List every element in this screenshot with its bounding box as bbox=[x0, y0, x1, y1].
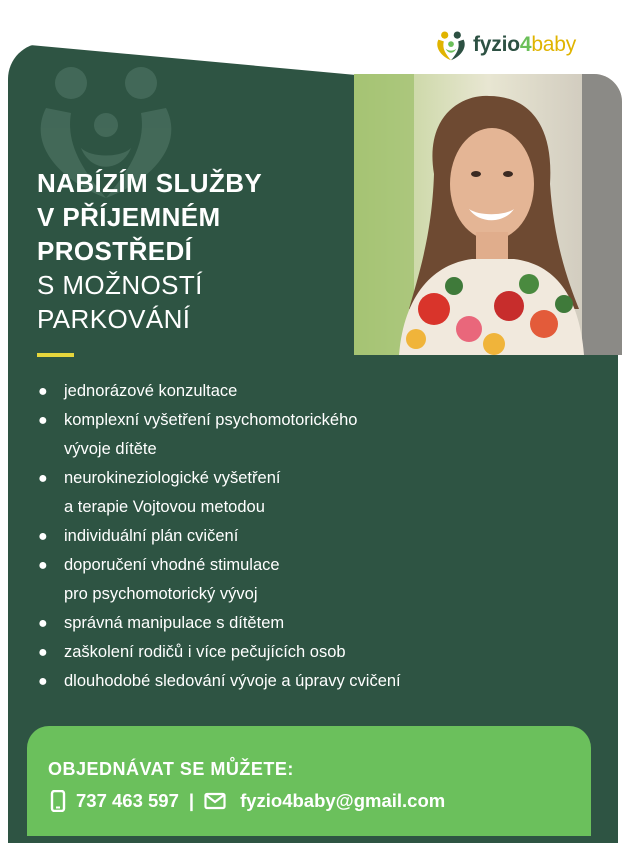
logo-text-baby: baby bbox=[531, 33, 577, 56]
bullet-icon: ● bbox=[38, 673, 48, 690]
list-item-text: neurokineziologické vyšetření bbox=[64, 469, 281, 487]
logo-text-4: 4 bbox=[519, 33, 532, 56]
bullet-icon: ● bbox=[38, 557, 48, 574]
bullet-icon: ● bbox=[38, 644, 48, 661]
contact-separator: | bbox=[188, 790, 195, 811]
bullet-icon: ● bbox=[38, 615, 48, 632]
headline-line-3: PROSTŘEDÍ bbox=[37, 236, 193, 266]
list-item bbox=[37, 522, 597, 551]
list-item bbox=[37, 464, 597, 522]
bullet-icon: ● bbox=[38, 528, 48, 545]
bullet-icon: ● bbox=[38, 383, 48, 400]
headline bbox=[37, 166, 337, 336]
list-item bbox=[37, 609, 597, 638]
bullet-icon: ● bbox=[38, 412, 48, 429]
list-item-text: pro psychomotorický vývoj bbox=[64, 585, 258, 603]
list-item-text: individuální plán cvičení bbox=[64, 527, 239, 545]
headline-line-4: S MOŽNOSTÍ bbox=[37, 270, 203, 300]
list-item-text: a terapie Vojtovou metodou bbox=[64, 498, 265, 516]
list-item-text: vývoje dítěte bbox=[64, 440, 157, 458]
phone-icon bbox=[48, 790, 68, 812]
list-item bbox=[37, 406, 597, 464]
logo-text-fyzio: fyzio bbox=[473, 33, 520, 56]
list-item-text: dlouhodobé sledování vývoje a úpravy cvičení bbox=[64, 672, 401, 690]
list-item-text: správná manipulace s dítětem bbox=[64, 614, 285, 632]
logo-wordmark bbox=[473, 33, 576, 57]
envelope-icon bbox=[204, 790, 226, 812]
list-item-text: jednorázové konzultace bbox=[64, 382, 238, 400]
list-item-text: doporučení vhodné stimulace bbox=[64, 556, 280, 574]
list-item-text: komplexní vyšetření psychomotorického bbox=[64, 411, 358, 429]
contact-title: OBJEDNÁVAT SE MŮŽETE: bbox=[48, 759, 294, 779]
contact-box bbox=[27, 726, 591, 836]
family-heart-icon bbox=[433, 27, 469, 63]
phone-number[interactable]: 737 463 597 bbox=[76, 790, 179, 811]
services-list bbox=[37, 377, 597, 696]
list-item-text: zaškolení rodičů i více pečujících osob bbox=[64, 643, 346, 661]
therapist-photo bbox=[354, 74, 622, 355]
headline-line-1: NABÍZÍM SLUŽBY bbox=[37, 168, 263, 198]
bullet-icon: ● bbox=[38, 470, 48, 487]
list-item bbox=[37, 638, 597, 667]
list-item bbox=[37, 551, 597, 609]
headline-line-5: PARKOVÁNÍ bbox=[37, 304, 191, 334]
list-item bbox=[37, 667, 597, 696]
contact-details bbox=[48, 790, 445, 812]
email-address[interactable]: fyzio4baby@gmail.com bbox=[240, 790, 446, 811]
accent-divider bbox=[37, 353, 74, 357]
list-item bbox=[37, 377, 597, 406]
headline-line-2: V PŘÍJEMNÉM bbox=[37, 202, 221, 232]
logo bbox=[433, 27, 576, 63]
